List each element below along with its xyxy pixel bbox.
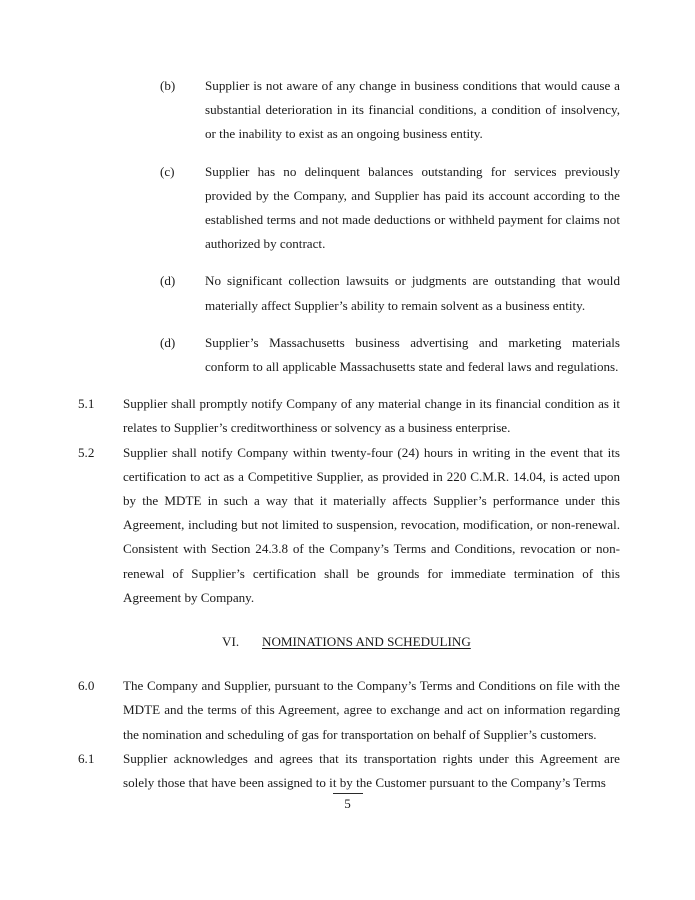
page-number: 5 bbox=[344, 796, 351, 811]
clause-item bbox=[78, 160, 620, 257]
section-marker: 6.1 bbox=[78, 750, 95, 766]
page-footer bbox=[0, 793, 695, 812]
section-text: The Company and Supplier, pursuant to the Company’s Terms and Conditions on file with the MDTE and the terms of this Agreement, agree to exchange and act on information regarding the nomination and scheduling of gas for transportation on behalf of Supplier’s customers. bbox=[123, 678, 620, 742]
clause-text: Supplier’s Massachusetts business advertising and marketing materials conform to all applicable Massachusetts state and federal laws and regulations. bbox=[205, 334, 620, 375]
section-text: Supplier shall promptly notify Company of any material change in its financial condition as it relates to Supplier’s creditworthiness or solvency as a business enterprise. bbox=[123, 396, 620, 436]
article-roman-numeral: VI. bbox=[222, 634, 240, 650]
section-text: Supplier shall notify Company within twenty-four (24) hours in writing in the event that its certification to act as a Competitive Supplier, as provided in 220 C.M.R. 14.04, is acted upon by the MDTE in such a way that it materially affects Supplier’s performance under this Agreement, including but not limited to suspension, revocation, modification, or non-renewal. Consistent with Section 24.3.8 of the Company’s Terms and Conditions, revocation or non-renewal of Supplier’s certification shall be grounds for immediate termination of this Agreement by Company. bbox=[123, 444, 620, 605]
clause-item bbox=[78, 269, 620, 317]
page-content bbox=[78, 74, 620, 795]
section-text: Supplier acknowledges and agrees that its transportation rights under this Agreement are solely those that have been assigned to it by the Customer pursuant to the Company’s Terms bbox=[123, 750, 620, 791]
article-heading-title: NOMINATIONS AND SCHEDULING bbox=[262, 634, 471, 650]
section-marker: 6.0 bbox=[78, 678, 95, 694]
section-item bbox=[78, 747, 620, 795]
clause-marker: (b) bbox=[160, 78, 176, 93]
section-item bbox=[78, 392, 620, 440]
article-heading bbox=[78, 630, 620, 654]
clause-text: Supplier is not aware of any change in business conditions that would cause a substantial deterioration in its financial conditions, a condition of insolvency, or the inability to exist as an ongoing business entity. bbox=[205, 78, 620, 142]
section-item bbox=[78, 674, 620, 747]
clause-marker: (d) bbox=[160, 273, 176, 289]
clause-item bbox=[78, 331, 620, 379]
clause-text: Supplier has no delinquent balances outstanding for services previously provided by the Company, and Supplier has paid its account according to the established terms and not made deductions or withheld payment for claims not authorized by contract. bbox=[205, 163, 620, 252]
clause-marker: (c) bbox=[160, 163, 175, 179]
section-item bbox=[78, 441, 620, 610]
clause-marker: (d) bbox=[160, 334, 176, 350]
section-marker: 5.2 bbox=[78, 444, 95, 460]
clause-text: No significant collection lawsuits or judgments are outstanding that would materially affect Supplier’s ability to remain solvent as a business entity. bbox=[205, 273, 620, 313]
section-marker: 5.1 bbox=[78, 396, 95, 412]
footer-divider bbox=[333, 793, 363, 794]
clause-item bbox=[78, 74, 620, 147]
